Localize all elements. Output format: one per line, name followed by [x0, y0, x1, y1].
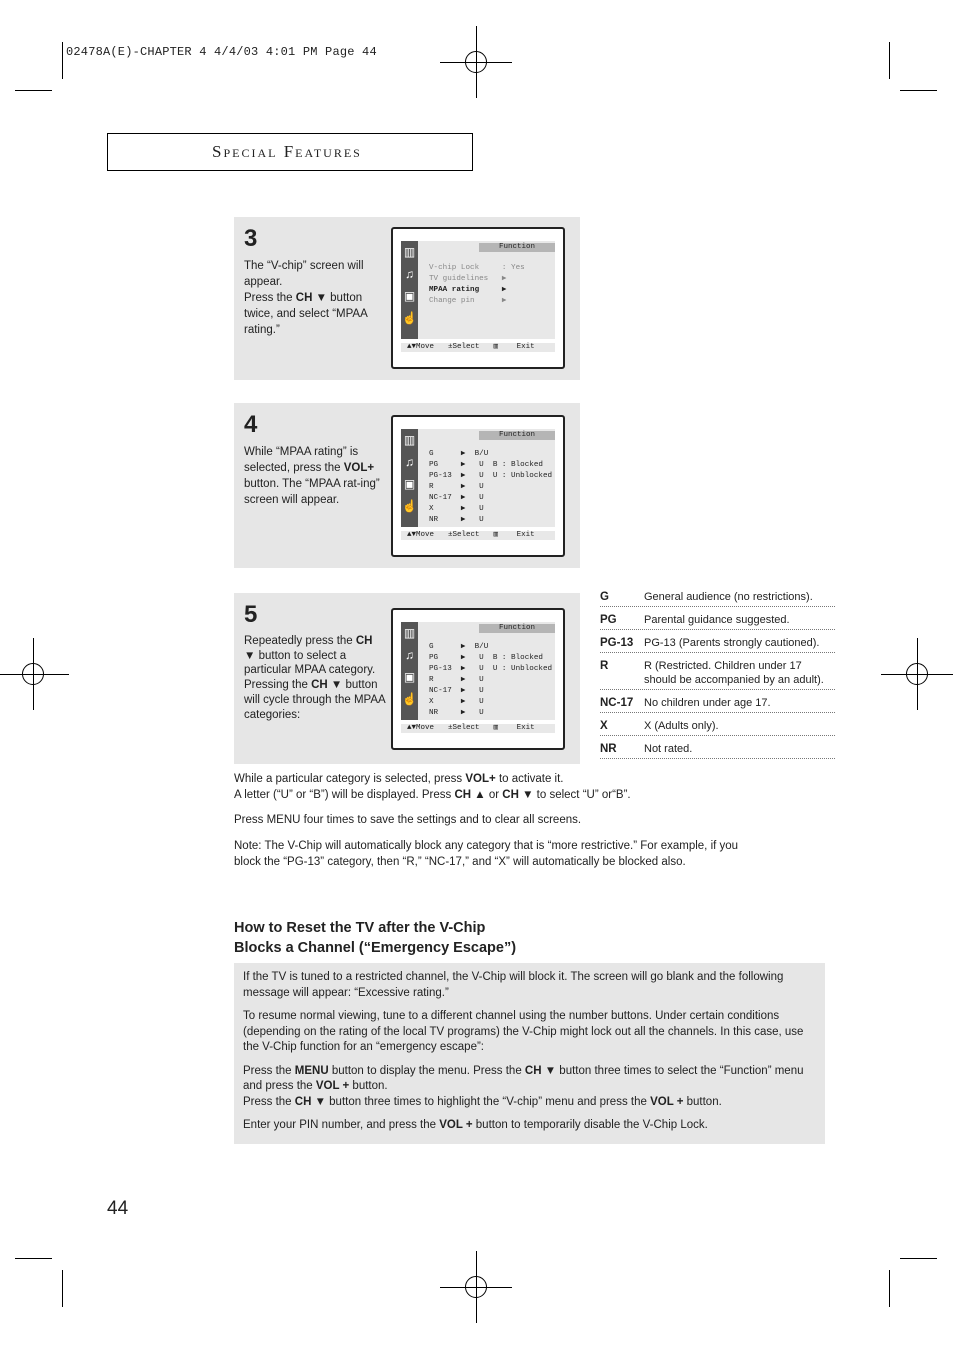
function-icon: ☝ — [402, 499, 417, 513]
crop-mark — [15, 1258, 52, 1259]
exit-icon: ▥ — [493, 531, 503, 539]
sound-icon: ♫ — [405, 267, 414, 281]
step-4-panel — [234, 403, 580, 568]
step-5-panel — [234, 593, 580, 764]
rating-row: R R (Restricted. Children under 17 should be accompanied by an adult). — [600, 653, 835, 690]
menu-title: Function — [479, 431, 555, 440]
picture-icon: ▥ — [403, 626, 416, 640]
menu-footer: ▲▼Move ±Select ▥ Exit — [401, 343, 555, 352]
reset-paragraph: Press the MENU button to display the menu. Press the CH ▼ button three times to select the “Function” menu and press the VOL + button. — [243, 1064, 804, 1092]
menu-panel — [418, 622, 555, 720]
channel-icon: ▣ — [403, 289, 416, 303]
rating-row: X X (Adults only). — [600, 713, 835, 736]
function-icon: ☝ — [402, 311, 417, 325]
step-number: 4 — [244, 411, 258, 438]
picture-icon: ▥ — [403, 433, 416, 447]
menu-items: V-chip Lock : Yes TV guidelines ▶ MPAA rating ▶ Change pin ▶ — [429, 264, 525, 305]
tv-screen — [391, 608, 565, 750]
rating-row: NR Not rated. — [600, 736, 835, 759]
menu-icon-column — [401, 241, 418, 339]
channel-icon: ▣ — [403, 670, 416, 684]
menu-title: Function — [479, 243, 555, 252]
sound-icon: ♫ — [405, 648, 414, 662]
reset-paragraph: Press the CH ▼ button three times to highlight the “V-chip” menu and press the VOL + button. — [243, 1095, 722, 1108]
menu-footer: ▲▼Move ±Select ▥ Exit — [401, 531, 555, 540]
menu-items: G ▶ B/U PG ▶ U B : Blocked PG-13 ▶ U U : Unblocked R ▶ U NC-17 ▶ U X ▶ U NR ▶ U — [429, 643, 553, 717]
function-icon: ☝ — [402, 692, 417, 706]
channel-icon: ▣ — [403, 477, 416, 491]
step-number: 3 — [244, 225, 258, 252]
print-slug: 02478A(E)-CHAPTER 4 4/4/03 4:01 PM Page 44 — [66, 45, 377, 59]
menu-panel — [418, 241, 555, 339]
step-number: 5 — [244, 601, 258, 628]
activate-instructions: While a particular category is selected, press VOL+ to activate it. A letter (“U” or “B”) will be displayed. Press CH ▲ or CH ▼ to select “U” or“B”. — [234, 773, 631, 801]
crop-mark — [15, 90, 52, 91]
reset-paragraph: If the TV is tuned to a restricted channel, the V-Chip will block it. The screen will go blank and the following message will appear: “Excessive rating.” — [243, 971, 784, 999]
emergency-escape-panel — [234, 963, 825, 1144]
menu-icon-column — [401, 429, 418, 527]
step-3-panel — [234, 217, 580, 380]
save-instructions: Press MENU four times to save the settings and to clear all screens. — [234, 814, 582, 826]
menu-items: G ▶ B/U PG ▶ U B : Blocked PG-13 ▶ U U : Unblocked R ▶ U NC-17 ▶ U X ▶ U NR ▶ U — [429, 450, 553, 524]
reset-paragraph: Enter your PIN number, and press the VOL + button to temporarily disable the V-Chip Lock. — [243, 1119, 708, 1131]
reset-heading: How to Reset the TV after the V-Chip Blocks a Channel (“Emergency Escape”) — [234, 920, 517, 956]
menu-icon-column — [401, 622, 418, 720]
section-title: Special Features — [212, 142, 362, 161]
crop-mark — [62, 42, 63, 79]
registration-mark — [906, 663, 928, 685]
note-paragraph: Note: The V-Chip will automatically block any category that is “more restrictive.” For example, if you block the “PG-13” category, then “R,” “NC-17,” and “X” will automatically be blocked also. — [234, 840, 739, 868]
tv-screen — [391, 415, 565, 557]
reset-paragraph: To resume normal viewing, tune to a different channel using the number buttons. Under certain conditions (depending on the rating of the local TV programs) the V-Chip might lock out all the channels. In this case, use the V-Chip function for an “emergency escape”: — [243, 1010, 804, 1053]
crop-mark — [889, 42, 890, 79]
page-number: 44 — [107, 1198, 129, 1219]
rating-row: G General audience (no restrictions). — [600, 588, 835, 607]
step-instructions: While “MPAA rating” is selected, press the VOL+ button. The “MPAA rat-ing” screen will appear. — [244, 446, 380, 506]
rating-row: NC-17 No children under age 17. — [600, 690, 835, 713]
rating-row: PG Parental guidance suggested. — [600, 607, 835, 630]
section-header-box — [107, 133, 473, 171]
rating-row: PG-13 PG-13 (Parents strongly cautioned). — [600, 630, 835, 653]
menu-footer: ▲▼Move ±Select ▥ Exit — [401, 724, 555, 733]
crop-mark — [900, 1258, 937, 1259]
step-instructions: The “V-chip” screen will appear. Press the CH ▼ button twice, and select “MPAA rating.” — [244, 260, 368, 336]
registration-mark — [465, 51, 487, 73]
rating-legend-table — [600, 588, 835, 759]
crop-mark — [889, 1270, 890, 1307]
step-instructions: Repeatedly press the CH ▼ button to select a particular MPAA category. Pressing the CH ▼ button will cycle through the MPAA categories: — [244, 635, 386, 721]
crop-mark — [900, 90, 937, 91]
menu-title: Function — [479, 624, 555, 633]
registration-mark — [465, 1276, 487, 1298]
sound-icon: ♫ — [405, 455, 414, 469]
picture-icon: ▥ — [403, 245, 416, 259]
exit-icon: ▥ — [493, 343, 503, 351]
tv-screen — [391, 227, 565, 369]
exit-icon: ▥ — [493, 724, 503, 732]
menu-panel — [418, 429, 555, 527]
registration-mark — [22, 663, 44, 685]
crop-mark — [62, 1270, 63, 1307]
